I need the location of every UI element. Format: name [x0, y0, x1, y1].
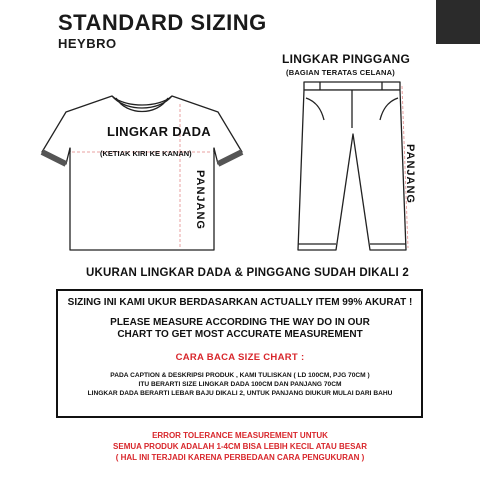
multiplied-note: UKURAN LINGKAR DADA & PINGGANG SUDAH DIKALI 2 [86, 267, 409, 279]
measure-instruction-line2: CHART TO GET MOST ACCURATE MEASUREMENT [117, 329, 363, 340]
page-title: STANDARD SIZING [58, 10, 267, 35]
measure-instruction [0, 317, 480, 341]
chest-note: (KETIAK KIRI KE KANAN) [100, 149, 192, 158]
tshirt-illustration [30, 90, 270, 260]
chest-label: LINGKAR DADA [107, 124, 211, 139]
brand-name: HEYBRO [58, 36, 117, 51]
shirt-length-label: PANJANG [194, 170, 206, 230]
read-chart-detail-1: PADA CAPTION & DESKRIPSI PRODUK , KAMI TULISKAN ( LD 100CM, PJG 70CM ) [110, 372, 370, 379]
measure-instruction-line1: PLEASE MEASURE ACCORDING THE WAY DO IN OUR [110, 317, 370, 328]
read-chart-detail-3: LINGKAR DADA BERARTI LEBAR BAJU DIKALI 2, UNTUK PANJANG DIUKUR MULAI DARI BAHU [87, 390, 393, 397]
waist-label: LINGKAR PINGGANG [282, 52, 411, 66]
tolerance-line-3: ( HAL INI TERJADI KARENA PERBEDAAN CARA PENGUKURAN ) [115, 453, 365, 462]
waist-note: (BAGIAN TERATAS CELANA) [286, 68, 395, 77]
tolerance-line-2: SEMUA PRODUK ADALAH 1-4CM BISA LEBIH KECIL ATAU BESAR [113, 442, 367, 451]
accuracy-statement: SIZING INI KAMI UKUR BERDASARKAN ACTUALLY ITEM 99% AKURAT ! [67, 297, 413, 308]
pants-length-label: PANJANG [404, 144, 416, 204]
tolerance-line-1: ERROR TOLERANCE MEASUREMENT UNTUK [152, 431, 328, 440]
read-chart-detail-2: ITU BERARTI SIZE LINGKAR DADA 100CM DAN PANJANG 70CM [138, 381, 342, 388]
read-chart-heading: CARA BACA SIZE CHART : [175, 352, 305, 363]
pants-illustration [290, 78, 410, 258]
color-swatch [436, 0, 480, 44]
